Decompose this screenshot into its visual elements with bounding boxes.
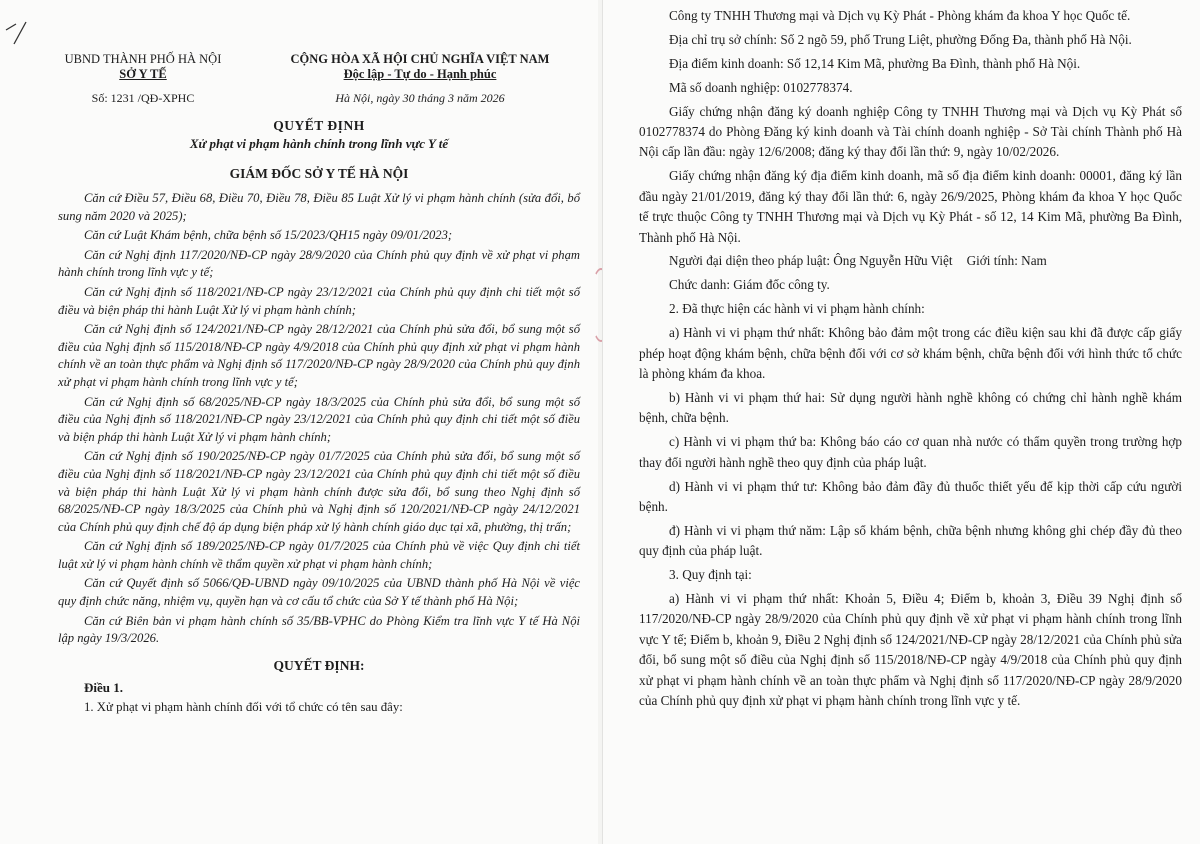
legal-basis: Căn cứ Nghị định số 124/2021/NĐ-CP ngày 28/12/2021 của Chính phủ sửa đổi, bổ sung một số điều của Nghị định số 115/2018/NĐ-CP ngày 4/9/2018 của Chính phủ quy định xử phạt vi phạm hành chính về an toàn thực phẩm và Nghị định số 117/2020/NĐ-CP ngày 28/9/2020 của Chính phủ quy định xử phạt vi phạm hành chính trong lĩnh vực y tế; — [58, 322, 580, 389]
legal-basis: Căn cứ Luật Khám bệnh, chữa bệnh số 15/2023/QH15 ngày 09/01/2023; — [84, 228, 453, 243]
right-page — [602, 0, 1200, 844]
authority-name: UBND THÀNH PHỐ HÀ NỘI — [64, 52, 222, 66]
legal-representative-line — [639, 251, 1182, 271]
business-certificate: Giấy chứng nhận đăng ký doanh nghiệp Công ty TNHH Thương mại và Dịch vụ Kỳ Phát số 0102778374 do Phòng Đăng ký kinh doanh và Tài chính doanh nghiệp - Sở Tài chính Thành phố Hà Nội cấp lần đầu: ngày 12/6/2008; đăng ký thay đổi lần thứ: 9, ngày 10/02/2026. — [639, 103, 1182, 160]
legal-basis: Căn cứ Nghị định số 190/2025/NĐ-CP ngày 01/7/2025 của Chính phủ sửa đổi, bổ sung một số điều của Nghị định số 118/2021/NĐ-CP ngày 23/12/2021 của Chính phủ quy định chi tiết một số điều và biện pháp thi hành Luật Xử lý vi phạm hành chính được sửa đổi, bổ sung theo Nghị định số 68/2025/NĐ-CP ngày 18/3/2025 của Chính phủ và Nghị định số 120/2021/NĐ-CP ngày 24/12/2021 của Chính phủ quy định chế độ áp dụng biện pháp xử lý hành chính giáo dục tại xã, phường, thị trấn; — [58, 449, 580, 534]
violation-item: c) Hành vi vi phạm thứ ba: Không báo cáo cơ quan nhà nước có thẩm quyền trong trường hợp thay đổi người hành nghề theo quy định của pháp luật. — [639, 434, 1182, 470]
document-title: QUYẾT ĐỊNH — [273, 118, 365, 133]
tax-code: Mã số doanh nghiệp: 0102778374. — [669, 79, 853, 95]
gender: Giới tính: Nam — [966, 253, 1047, 269]
provision-item: a) Hành vi vi phạm thứ nhất: Khoản 5, Điều 4; Điểm b, khoản 3, Điều 39 Nghị định số 117/2020/NĐ-CP ngày 28/9/2020 của Chính phủ quy định về xử phạt vi phạm hành chính trong lĩnh vực Y tế; Điểm b, khoản 9, Điều 2 Nghị định số 124/2021/NĐ-CP ngày 28/12/2021 của Chính phủ sửa đổi, bổ sung một số điều của Nghị định số 115/2018/NĐ-CP ngày 4/9/2018 của Chính phủ quy định xử phạt vi phạm hành chính về an toàn thực phẩm và Nghị định số 117/2020/NĐ-CP ngày 28/9/2020 của Chính phủ quy định xử phạt vi phạm hành chính trong lĩnh vực y tế. — [639, 591, 1182, 709]
article-heading: Điều 1. — [84, 679, 123, 695]
violation-item: đ) Hành vi vi phạm thứ năm: Lập sổ khám bệnh, chữa bệnh nhưng không ghi chép đầy đủ theo quy định của pháp luật. — [639, 522, 1182, 559]
document-subtitle: Xử phạt vi phạm hành chính trong lĩnh vực Y tế — [189, 136, 449, 151]
national-motto: Độc lập - Tự do - Hạnh phúc — [343, 67, 497, 81]
issuer-title: GIÁM ĐỐC SỞ Y TẾ HÀ NỘI — [229, 166, 409, 181]
decision-heading: QUYẾT ĐỊNH: — [273, 657, 365, 673]
location-certificate: Giấy chứng nhận đăng ký địa điểm kinh doanh, mã số địa điểm kinh doanh: 00001, đăng ký lần đầu ngày 21/01/2019, đăng ký thay đổi lần thứ: 6, ngày 26/9/2025, Phòng khám đa khoa Y học Quốc tế trực thuộc Công ty TNHH Thương mại và Dịch vụ Kỳ Phát - số 12, 14 Kim Mã, phường Ba Đình, Thành phố Hà Nội. — [639, 168, 1182, 245]
legal-basis: Căn cứ Quyết định số 5066/QĐ-UBND ngày 09/10/2025 của UBND thành phố Hà Nội về việc quy định chức năng, nhiệm vụ, quyền hạn và cơ cấu tổ chức của Sở Y tế thành phố Hà Nội; — [58, 576, 580, 609]
legal-basis: Căn cứ Nghị định số 118/2021/NĐ-CP ngày 23/12/2021 của Chính phủ quy định chi tiết một số điều và biện pháp thi hành Luật Xử lý vi phạm hành chính; — [58, 284, 580, 317]
head-office-address: Địa chỉ trụ sở chính: Số 2 ngõ 59, phố Trung Liệt, phường Đống Đa, thành phố Hà Nội. — [669, 31, 1132, 47]
company-name: Công ty TNHH Thương mại và Dịch vụ Kỳ Phát - Phòng khám đa khoa Y học Quốc tế. — [669, 8, 1131, 23]
provisions-heading: 3. Quy định tại: — [669, 567, 752, 583]
pen-mark-icon — [2, 18, 36, 48]
left-page — [0, 0, 598, 844]
violation-item: d) Hành vi vi phạm thứ tư: Không bảo đảm đầy đủ thuốc thiết yếu để kịp thời cấp cứu người bệnh. — [639, 478, 1182, 514]
article-text: 1. Xử phạt vi phạm hành chính đối với tổ chức có tên sau đây: — [84, 699, 403, 714]
place-date: Hà Nội, ngày 30 tháng 3 năm 2026 — [335, 91, 505, 105]
document-header — [58, 52, 580, 106]
business-address: Địa điểm kinh doanh: Số 12,14 Kim Mã, phường Ba Đình, thành phố Hà Nội. — [669, 55, 1081, 71]
national-block — [260, 52, 580, 106]
position: Chức danh: Giám đốc công ty. — [669, 277, 830, 293]
legal-basis: Căn cứ Nghị định 117/2020/NĐ-CP ngày 28/9/2020 của Chính phủ quy định về xử phạt vi phạm hành chính trong lĩnh vực y tế; — [58, 247, 580, 280]
violation-item: a) Hành vi vi phạm thứ nhất: Không bảo đảm một trong các điều kiện sau khi đã được cấp giấy phép hoạt động khám bệnh, chữa bệnh đối với cơ sở khám bệnh, chữa bệnh đối với hình thức tổ chức là phòng khám đa khoa. — [639, 325, 1182, 381]
legal-bases — [58, 190, 580, 648]
legal-basis: Căn cứ Nghị định số 68/2025/NĐ-CP ngày 18/3/2025 của Chính phủ sửa đổi, bổ sung một số điều của Nghị định số 118/2021/NĐ-CP ngày 23/12/2021 của Chính phủ quy định chi tiết một số điều và biện pháp thi hành Luật Xử lý vi phạm hành chính; — [58, 394, 580, 444]
document-number: Số: 1231 /QĐ-XPHC — [91, 91, 195, 105]
issuer-block — [58, 52, 228, 106]
department-name: SỞ Y TẾ — [119, 67, 167, 81]
violation-item: b) Hành vi vi phạm thứ hai: Sử dụng người hành nghề không có chứng chỉ hành nghề khám bệnh, chữa bệnh. — [639, 389, 1182, 426]
legal-basis: Căn cứ Biên bản vi phạm hành chính số 35/BB-VPHC do Phòng Kiểm tra lĩnh vực Y tế Hà Nội lập ngày 19/3/2026. — [58, 613, 580, 646]
country-name: CỘNG HÒA XÃ HỘI CHỦ NGHĨA VIỆT NAM — [290, 52, 550, 66]
legal-basis: Căn cứ Nghị định số 189/2025/NĐ-CP ngày 01/7/2025 của Chính phủ về việc Quy định chi tiết luật xử lý vi phạm hành chính về thẩm quyền xử phạt vi phạm hành chính; — [58, 539, 580, 571]
legal-representative: Người đại diện theo pháp luật: Ông Nguyễn Hữu Việt — [669, 253, 953, 269]
violations-heading: 2. Đã thực hiện các hành vi vi phạm hành chính: — [669, 301, 925, 317]
legal-basis: Căn cứ Điều 57, Điều 68, Điều 70, Điều 78, Điều 85 Luật Xử lý vi phạm hành chính (sửa đổi, bổ sung năm 2020 và 2025); — [58, 191, 580, 223]
